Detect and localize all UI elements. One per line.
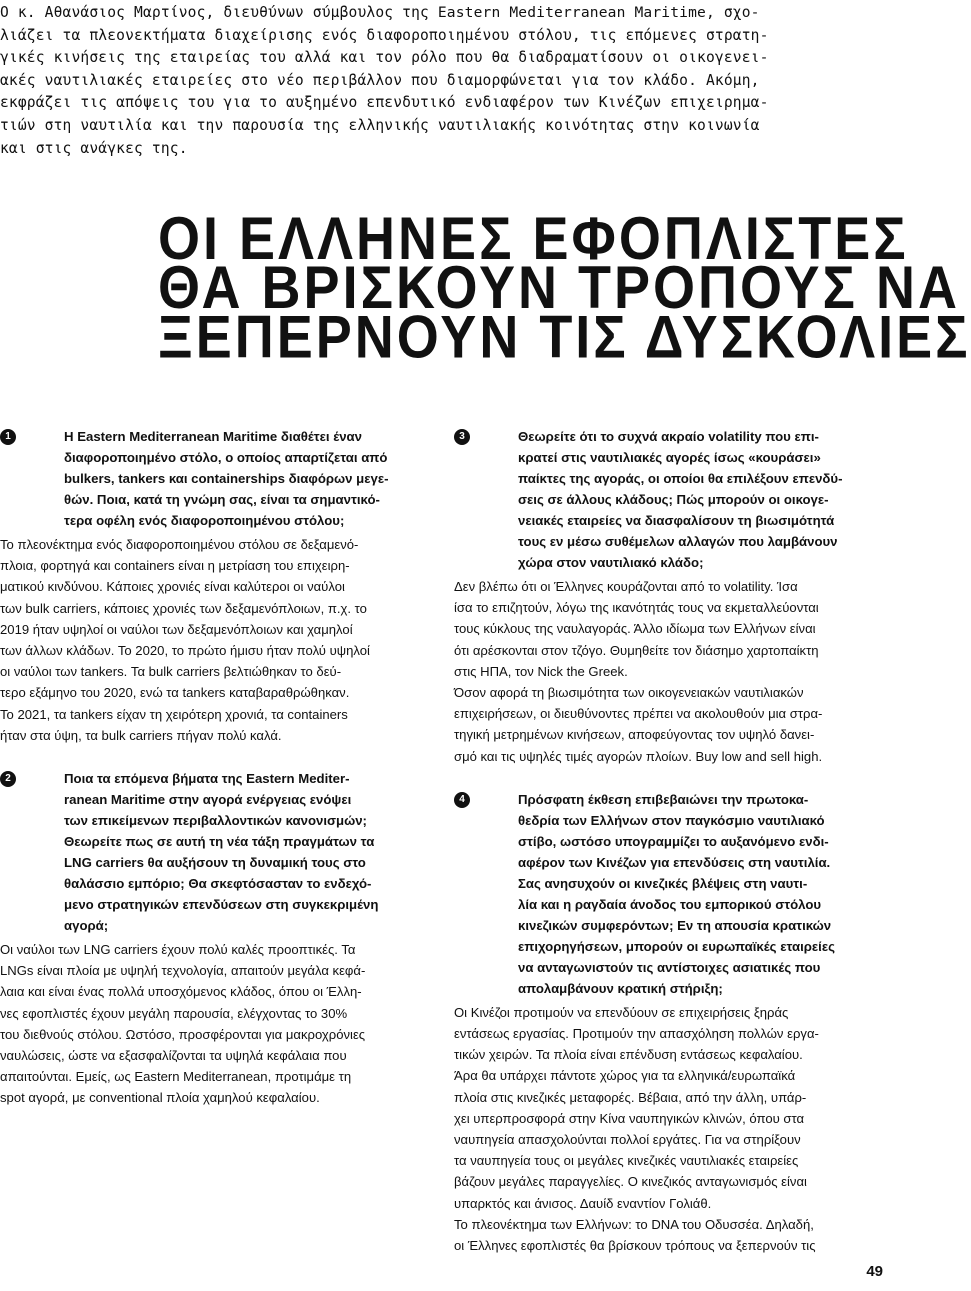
answer-line: των άλλων κλάδων. Το 2020, το πρώτο ήμισυ ήταν πολύ υψηλοί — [0, 643, 370, 659]
question-4 — [454, 789, 887, 999]
question-line: κινεζικών συμφερόντων; Εν τη απουσία κρατικών — [518, 917, 832, 933]
answer-line: ίσα το επιζητούν, λόγω της ικανότητάς τους να εκμεταλλεύονται — [454, 600, 819, 616]
question-line: λία και η ραγδαία άνοδος του εμπορικού στόλου — [518, 896, 822, 912]
question-line: τερα οφέλη ενός διαφοροποιημένου στόλου; — [64, 513, 345, 528]
question-number-badge: 2 — [0, 771, 16, 787]
question-line: αγορά; — [64, 918, 109, 934]
answer-line: τικών χειρών. Τα πλοία είναι επένδυση εντάσεως κεφαλαίου. — [454, 1047, 803, 1063]
question-line: Η Eastern Mediterranean Maritime διαθέτει έναν — [64, 429, 362, 444]
answer-line: ότι αρέσκονται στον τζόγο. Θυμηθείτε τον διάσημο χαρτοπαίκτη — [454, 642, 819, 658]
answer-line: του διεθνούς στόλου. Ωστόσο, προσφέρονται για μακροχρόνιες — [0, 1026, 366, 1042]
headline-line: ΘΑ ΒΡΙΣΚΟΥΝ ΤΡΟΠΟΥΣ ΝΑ — [158, 254, 960, 322]
question-line: Θεωρείτε πως σε αυτή τη νέα τάξη πραγμάτων τα — [64, 834, 375, 850]
question-3 — [454, 426, 887, 573]
question-line: στίβο, ωστόσο υπογραμμίζει το αυξανόμενο ενδι- — [518, 833, 829, 849]
intro-line: ακές ναυτιλιακές εταιρείες στο νέο περιβάλλον που διαμορφώνεται για τον κλάδο. Ακόμη, — [0, 71, 760, 89]
answer-line: υπαρκτός και άνισος. Δαυίδ εναντίον Γολιάθ. — [454, 1195, 712, 1211]
intro-line: Ο κ. Αθανάσιος Μαρτίνος, διευθύνων σύμβουλος της Eastern Mediterranean Maritime, σχο- — [0, 4, 760, 21]
question-1 — [0, 426, 432, 531]
answer-line: νες εφοπλιστές έχουν μεγάλη παρουσία, ελέγχοντας το 30% — [0, 1005, 348, 1021]
question-line: Πρόσφατη έκθεση επιβεβαιώνει την πρωτοκα- — [518, 791, 809, 807]
intro-line: λιάζει τα πλεονεκτήματα διαχείρισης ενός διαφοροποιημένου στόλου, τις επόμενες στρατη- — [0, 26, 769, 44]
headline-line: ΞΕΠΕΡΝΟΥΝ ΤΙΣ ΔΥΣΚΟΛΙΕΣ — [158, 303, 971, 371]
question-line: θαλάσσιο εμπόριο; Θα σκεφτόσασταν το ενδεχό- — [64, 876, 372, 892]
intro-line: και στις ανάγκες της. — [0, 139, 188, 157]
answer-line: τερο εξάμηνο του 2020, ενώ τα tankers καταβαραθρώθηκαν. — [0, 685, 350, 701]
question-line: νειακές εταιρείες να διασφαλίσουν τη βιωσιμότητά — [518, 513, 835, 528]
answer-line: πλοία στις κινεζικές μεταφορές. Βέβαια, από την άλλη, υπάρ- — [454, 1089, 807, 1105]
left-column — [0, 426, 432, 1109]
intro-line: γικές κινήσεις της εταιρείας του αλλά και τον ρόλο που θα διαδραματίσουν οι οικογενει- — [0, 49, 769, 67]
answer-line: σμό και τις υψηλές τιμές αγορών πλοίων. Buy low and sell high. — [454, 748, 823, 764]
answer-line: στις ΗΠΑ, τον Nick the Greek. — [454, 663, 628, 679]
headline-line: ΟΙ ΕΛΛΗΝΕΣ ΕΦΟΠΛΙΣΤΕΣ — [158, 205, 909, 273]
question-line: επιχορηγήσεων, μπορούν οι ευρωπαϊκές εταιρείες — [518, 938, 835, 954]
question-line: αφέρον των Κινέζων για επενδύσεις στη ναυτιλία. — [518, 854, 831, 870]
answer-line: χει υπερπροσφορά στην Κίνα ναυπηγικών κλινών, όπου στα — [454, 1110, 805, 1126]
qa-block-4 — [454, 789, 887, 1256]
answer-line: Οι Κινέζοι προτιμούν να επενδύουν σε επιχειρήσεις ξηράς — [454, 1004, 789, 1020]
answer-1 — [0, 534, 432, 746]
answer-line: οι ναύλοι των tankers. Τα bulk carriers βελτιώθηκαν το δεύ- — [0, 664, 342, 680]
question-line: Ποια τα επόμενα βήματα της Eastern Mediter- — [64, 771, 350, 787]
answer-line: τους κύκλους της ναυλαγοράς. Άλλο ιδίωμα των Ελλήνων είναι — [454, 621, 816, 637]
answer-line: λαια και είναι ένας πολλά υποσχόμενος κλάδος, όπου οι Έλλη- — [0, 984, 362, 1000]
answer-line: οι Έλληνες εφοπλιστές θα βρίσκουν τρόπους να ξεπερνούν τις — [454, 1238, 816, 1254]
answer-line: επιχειρήσεων, οι διευθύνοντες πρέπει να ακολουθούν μια στρα- — [454, 706, 823, 722]
answer-2 — [0, 939, 432, 1109]
question-line: σεις σε άλλους κλάδους; Πώς μπορούν οι οικογε- — [518, 492, 829, 507]
answer-line: πλοια, φορτηγά και containers είναι η μετρίαση του επιχειρη- — [0, 558, 350, 574]
intro-paragraph — [0, 2, 887, 160]
answer-3 — [454, 576, 887, 767]
answer-line: spot αγορά, με conventional πλοία χαμηλού κεφαλαίου. — [0, 1090, 320, 1106]
question-line: θών. Ποια, κατά τη γνώμη σας, είναι τα σημαντικό- — [64, 492, 380, 507]
qa-block-1 — [0, 426, 432, 746]
answer-4 — [454, 1002, 887, 1256]
answer-line: Όσον αφορά τη βιωσιμότητα των οικογενειακών ναυτιλιακών — [454, 685, 804, 701]
question-number-badge: 4 — [454, 792, 470, 808]
answer-line: βάζουν μεγάλες παραγγελίες. Ο κινεζικός ανταγωνισμός είναι — [454, 1174, 807, 1190]
question-line: LNG carriers θα αυξήσουν τη δυναμική τους στο — [64, 855, 366, 871]
answer-line: Δεν βλέπω ότι οι Έλληνες κουράζονται από το volatility. Ίσα — [454, 579, 798, 594]
answer-line: 2019 ήταν υψηλοί οι ναύλοι των δεξαμενόπλοιων και χαμηλοί — [0, 621, 353, 637]
answer-line: απαιτούνται. Εμείς, ως Eastern Mediterranean, προτιμάμε τη — [0, 1069, 352, 1085]
question-number-badge: 1 — [0, 429, 16, 445]
answer-line: Το πλεονέκτημα ενός διαφοροποιημένου στόλου σε δεξαμενό- — [0, 537, 359, 552]
page-number: 49 — [866, 1263, 883, 1280]
question-line: Θεωρείτε ότι το συχνά ακραίο volatility που επι- — [518, 429, 819, 444]
answer-line: Άρα θα υπάρχει πάντοτε χώρος για τα ελληνικά/ευρωπαϊκά — [454, 1068, 796, 1084]
answer-line: τηγική μετρημένων κινήσεων, αποφεύγοντας τον υψηλό δανει- — [454, 727, 815, 743]
question-line: μενο στρατηγικών επενδύσεων στη συγκεκριμένη — [64, 897, 379, 913]
answer-line: Το 2021, τα tankers είχαν τη χειρότερη χρονιά, τα containers — [0, 706, 348, 722]
answer-line: ναυπηγεία απασχολούνται πολλοί εργάτες. Για να στηρίξουν — [454, 1132, 801, 1148]
question-line: χώρα στον ναυτιλιακό κλάδο; — [518, 555, 704, 570]
question-line: θεδρία των Ελλήνων στον παγκόσμιο ναυτιλιακό — [518, 812, 825, 828]
answer-line: LNGs είναι πλοία με υψηλή τεχνολογία, απαιτούν μεγάλα κεφά- — [0, 963, 366, 979]
answer-line: εντάσεως εργασίας. Προτιμούν την απασχόληση πολλών εργα- — [454, 1026, 819, 1042]
answer-line: ναυλώσεις, ώστε να εξασφαλίζονται τα υψηλά κεφάλαια που — [0, 1048, 347, 1064]
question-line: των επικείμενων περιβαλλοντικών κανονισμών; — [64, 813, 367, 829]
question-line: Σας ανησυχούν οι κινεζικές βλέψεις στη ναυτι- — [518, 875, 808, 891]
question-line: απολαμβάνουν κρατική στήριξη; — [518, 980, 723, 996]
question-2 — [0, 768, 432, 936]
question-number-badge: 3 — [454, 429, 470, 445]
question-line: διαφοροποιημένο στόλο, ο οποίος απαρτίζεται από — [64, 450, 388, 465]
answer-line: Οι ναύλοι των LNG carriers έχουν πολύ καλές προοπτικές. Τα — [0, 942, 356, 958]
page-headline — [158, 205, 971, 371]
answer-line: Το πλεονέκτημα των Ελλήνων: το DNA του Οδυσσέα. Δηλαδή, — [454, 1216, 814, 1232]
question-line: bulkers, tankers και containerships διαφόρων μεγε- — [64, 471, 389, 486]
question-line: κρατεί στις ναυτιλιακές αγορές ίσως «κουράσει» — [518, 450, 821, 465]
qa-block-3 — [454, 426, 887, 767]
answer-line: ήταν στα ύψη, τα bulk carriers πήγαν πολύ καλά. — [0, 727, 282, 743]
question-line: παίκτες της αγοράς, οι οποίοι θα επιλέξουν επενδύ- — [518, 471, 843, 486]
answer-line: τα ναυπηγεία τους οι μεγάλες κινεζικές ναυτιλιακές εταιρείες — [454, 1153, 799, 1169]
intro-line: εκφράζει τις απόψεις του για το αυξημένο επενδυτικό ενδιαφέρον των Κινέζων επιχειρημα- — [0, 94, 769, 112]
question-line: να ανταγωνιστούν τις αντίστοιχες ασιατικές που — [518, 959, 821, 975]
question-line: τους εν μέσω συθέμελων αλλαγών που λαμβάνουν — [518, 534, 838, 549]
question-line: ranean Maritime στην αγορά ενέργειας ενόψει — [64, 792, 352, 808]
qa-block-2 — [0, 768, 432, 1109]
right-column — [454, 426, 887, 1256]
answer-line: ματικού κινδύνου. Κάποιες χρονιές είναι καλύτεροι οι ναύλοι — [0, 579, 345, 595]
answer-line: των bulk carriers, κάποιες χρονιές των δεξαμενόπλοιων, π.χ. το — [0, 600, 367, 616]
intro-line: τιών στη ναυτιλία και την παρουσία της ελληνικής ναυτιλιακής κοινότητας στην κοινωνία — [0, 116, 760, 134]
